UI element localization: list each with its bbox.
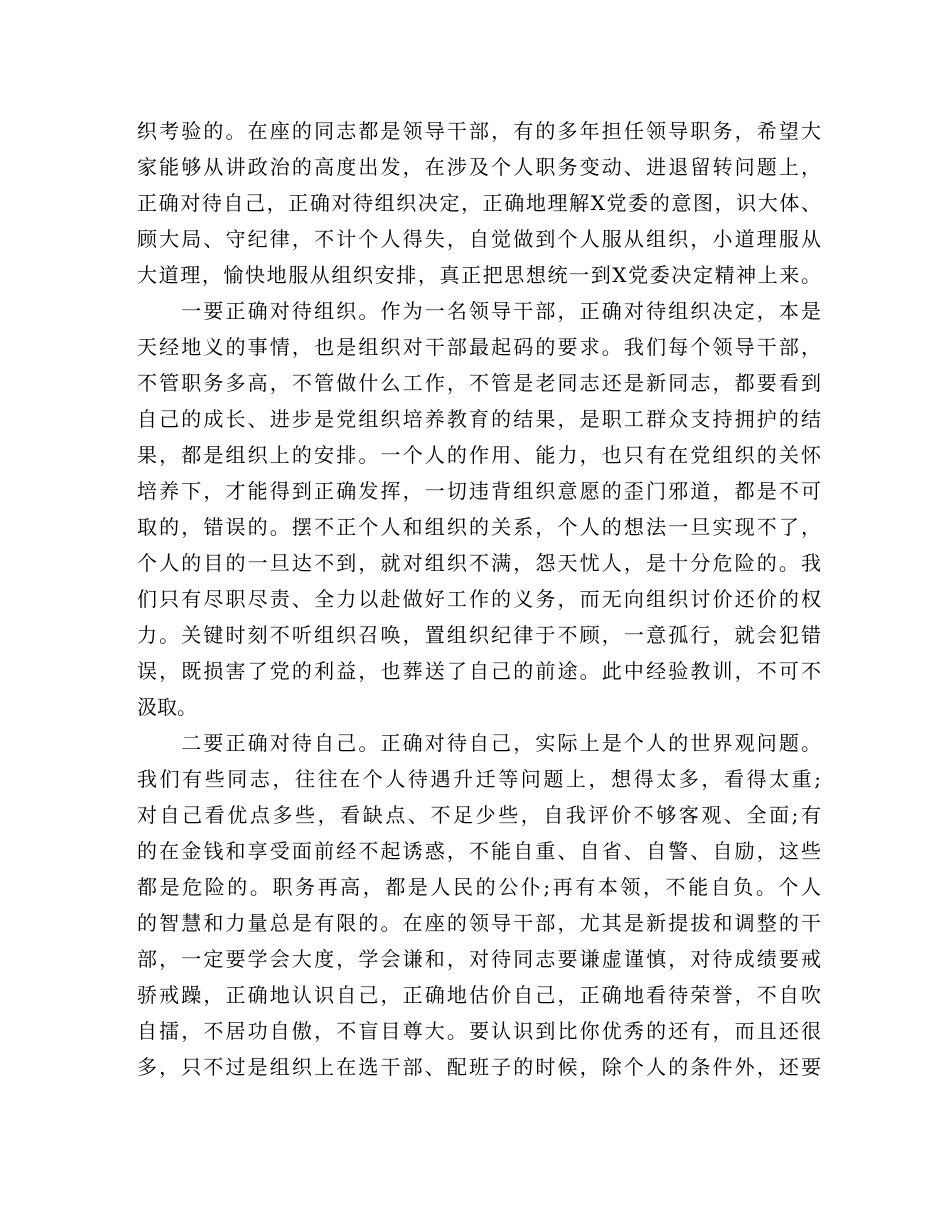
text-line: 部，一定要学会大度，学会谦和，对待同志要谦虚谨慎，对待成绩要戒 — [137, 947, 821, 971]
text-line: 天经地义的事情，也是组织对干部最起码的要求。我们每个领导干部， — [137, 335, 821, 359]
text-line: 多，只不过是组织上在选干部、配班子的时候，除个人的条件外，还要 — [137, 1055, 821, 1079]
text-line: 误，既损害了党的利益，也葬送了自己的前途。此中经验教训，不可不 — [137, 659, 821, 683]
text-line: 对自己看优点多些，看缺点、不足少些，自我评价不够客观、全面;有 — [137, 803, 821, 827]
paragraph-1 — [137, 113, 821, 293]
text-line: 力。关键时刻不听组织召唤，置组织纪律于不顾，一意孤行，就会犯错 — [137, 623, 821, 647]
text-line: 大道理，愉快地服从组织安排，真正把思想统一到X党委决定精神上来。 — [137, 263, 821, 287]
text-line: 汲取。 — [137, 695, 197, 719]
paragraph-3 — [137, 725, 821, 1085]
text-line: 二要正确对待自己。正确对待自己，实际上是个人的世界观问题。 — [137, 731, 821, 755]
text-line: 的智慧和力量总是有限的。在座的领导干部，尤其是新提拔和调整的干 — [137, 911, 821, 935]
text-line: 自擂，不居功自傲，不盲目尊大。要认识到比你优秀的还有，而且还很 — [137, 1019, 821, 1043]
text-line: 的在金钱和享受面前经不起诱惑，不能自重、自省、自警、自励，这些 — [137, 839, 821, 863]
text-line: 不管职务多高，不管做什么工作，不管是老同志还是新同志，都要看到 — [137, 371, 821, 395]
text-line: 织考验的。在座的同志都是领导干部，有的多年担任领导职务，希望大 — [137, 119, 821, 143]
text-line: 取的，错误的。摆不正个人和组织的关系，个人的想法一旦实现不了， — [137, 515, 821, 539]
text-line: 家能够从讲政治的高度出发，在涉及个人职务变动、进退留转问题上， — [137, 155, 821, 179]
text-line: 我们有些同志，往往在个人待遇升迁等问题上，想得太多，看得太重; — [137, 767, 821, 791]
text-line: 个人的目的一旦达不到，就对组织不满，怨天忧人，是十分危险的。我 — [137, 551, 821, 575]
text-line: 培养下，才能得到正确发挥，一切违背组织意愿的歪门邪道，都是不可 — [137, 479, 821, 503]
document-body — [137, 113, 821, 1085]
text-line: 顾大局、守纪律，不计个人得失，自觉做到个人服从组织，小道理服从 — [137, 227, 821, 251]
text-line: 都是危险的。职务再高，都是人民的公仆;再有本领，不能自负。个人 — [137, 875, 821, 899]
text-line: 果，都是组织上的安排。一个人的作用、能力，也只有在党组织的关怀 — [137, 443, 821, 467]
paragraph-2 — [137, 293, 821, 725]
text-line: 自己的成长、进步是党组织培养教育的结果，是职工群众支持拥护的结 — [137, 407, 821, 431]
text-line: 一要正确对待组织。作为一名领导干部，正确对待组织决定，本是 — [137, 299, 821, 323]
text-line: 正确对待自己，正确对待组织决定，正确地理解X党委的意图，识大体、 — [137, 191, 821, 215]
text-line: 骄戒躁，正确地认识自己，正确地估价自己，正确地看待荣誉，不自吹 — [137, 983, 821, 1007]
text-line: 们只有尽职尽责、全力以赴做好工作的义务，而无向组织讨价还价的权 — [137, 587, 821, 611]
